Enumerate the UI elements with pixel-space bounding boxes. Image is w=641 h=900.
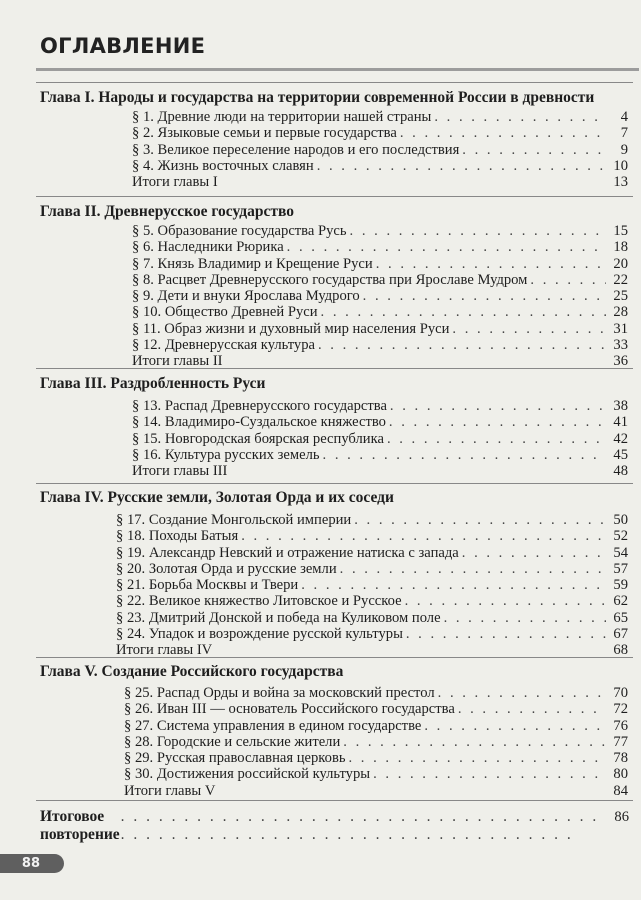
leader-dots <box>376 256 606 272</box>
entry-label: § 22. Великое княжество Литовское и Русское <box>116 593 402 610</box>
chapter-heading: Глава I. Народы и государства на территории современной России в древности <box>40 89 595 106</box>
leader-dots <box>373 766 606 782</box>
entry-label: § 11. Образ жизни и духовный мир населения Руси <box>132 320 450 337</box>
leader-dots <box>405 593 606 609</box>
toc-entry[interactable] <box>124 734 628 750</box>
chapter-2-entries <box>132 223 628 370</box>
section-divider <box>36 800 633 801</box>
leader-dots <box>301 577 606 593</box>
leader-dots <box>321 304 606 320</box>
leader-dots <box>121 808 611 844</box>
entry-label: § 27. Система управления в едином государстве <box>124 717 422 734</box>
leader-dots <box>318 337 606 353</box>
leader-dots <box>434 109 606 125</box>
chapter-4-entries <box>116 512 628 659</box>
entry-label: § 3. Великое переселение народов и его последствия <box>132 141 460 158</box>
entry-label: § 23. Дмитрий Донской и победа на Куликовом поле <box>116 609 441 626</box>
entry-page: 48 <box>613 463 628 480</box>
toc-entry[interactable] <box>132 337 628 353</box>
entry-page: 41 <box>613 414 628 431</box>
leader-dots <box>354 512 606 528</box>
leader-dots <box>452 321 606 337</box>
chapter-divider <box>36 483 633 484</box>
chapter-1-entries <box>132 109 628 190</box>
toc-entry[interactable] <box>124 718 628 734</box>
toc-entry[interactable] <box>116 626 628 642</box>
entry-page: 36 <box>613 353 628 370</box>
toc-entry[interactable] <box>132 256 628 272</box>
leader-dots <box>400 125 606 141</box>
leader-dots <box>350 223 606 239</box>
toc-entry[interactable] <box>132 447 628 463</box>
leader-dots <box>462 142 606 158</box>
entry-page: 59 <box>613 577 628 594</box>
chapter-heading: Глава II. Древнерусское государство <box>40 203 294 220</box>
entry-page: 10 <box>613 157 628 174</box>
toc-entry[interactable] <box>116 577 628 593</box>
entry-label: § 20. Золотая Орда и русские земли <box>116 560 337 577</box>
entry-page: 7 <box>620 125 628 142</box>
entry-label: Итоги главы II <box>132 353 223 370</box>
chapter-divider <box>36 368 633 369</box>
entry-label: § 2. Языковые семьи и первые государства <box>132 125 397 142</box>
toc-entry-summary[interactable] <box>124 783 628 799</box>
entry-label: § 12. Древнерусская культура <box>132 337 315 354</box>
entry-page: 22 <box>613 271 628 288</box>
toc-entry[interactable] <box>132 321 628 337</box>
entry-page: 13 <box>613 174 628 191</box>
toc-entry[interactable] <box>132 398 628 414</box>
entry-page: 4 <box>620 109 628 125</box>
entry-label: § 30. Достижения российской культуры <box>124 766 371 783</box>
chapter-divider <box>36 196 633 197</box>
leader-dots <box>317 158 606 174</box>
leader-dots <box>343 734 606 750</box>
entry-label: § 8. Расцвет Древнерусского государства при Ярославе Мудром <box>132 271 528 288</box>
entry-label: § 1. Древние люди на территории нашей страны <box>132 109 432 125</box>
entry-label: § 17. Создание Монгольской империи <box>116 512 352 528</box>
entry-page: 15 <box>613 223 628 239</box>
entry-label: § 6. Наследники Рюрика <box>132 239 284 256</box>
entry-label: Итоги главы V <box>124 782 216 799</box>
entry-label: § 19. Александр Невский и отражение натиска с запада <box>116 544 459 561</box>
entry-label: § 4. Жизнь восточных славян <box>132 157 314 174</box>
toc-entry[interactable] <box>116 512 628 528</box>
page-number-tab <box>0 854 64 873</box>
entry-label: § 26. Иван III — основатель Российского государства <box>124 701 455 718</box>
toc-entry[interactable] <box>132 109 628 125</box>
toc-entry[interactable] <box>124 766 628 782</box>
toc-entry[interactable] <box>132 158 628 174</box>
entry-page: 42 <box>613 430 628 447</box>
entry-label: § 16. Культура русских земель <box>132 446 320 463</box>
leader-dots <box>438 685 606 701</box>
toc-entry[interactable] <box>116 561 628 577</box>
entry-page: 65 <box>613 609 628 626</box>
entry-page: 62 <box>613 593 628 610</box>
toc-entry[interactable] <box>116 545 628 561</box>
leader-dots <box>287 239 606 255</box>
entry-page: 52 <box>613 528 628 545</box>
entry-page: 77 <box>613 733 628 750</box>
entry-label: § 25. Распад Орды и война за московский престол <box>124 685 435 701</box>
toc-entry-final[interactable] <box>40 808 629 844</box>
entry-label: § 15. Новгородская боярская республика <box>132 430 384 447</box>
toc-entry[interactable] <box>116 528 628 544</box>
entry-label: § 14. Владимиро-Суздальское княжество <box>132 414 386 431</box>
entry-label: § 21. Борьба Москвы и Твери <box>116 577 299 594</box>
leader-dots <box>424 718 606 734</box>
entry-page: 33 <box>613 337 628 354</box>
toc-entry[interactable] <box>132 239 628 255</box>
toc-entry-summary[interactable] <box>132 174 628 190</box>
entry-page: 80 <box>613 766 628 783</box>
toc-entry[interactable] <box>116 610 628 626</box>
leader-dots <box>340 561 606 577</box>
entry-label: § 18. Походы Батыя <box>116 528 239 545</box>
entry-page: 72 <box>613 701 628 718</box>
entry-page: 31 <box>613 320 628 337</box>
entry-page: 38 <box>613 398 628 414</box>
leader-dots <box>323 447 606 463</box>
leader-dots <box>444 610 606 626</box>
toc-entry[interactable] <box>116 593 628 609</box>
entry-page: 50 <box>613 512 628 528</box>
leader-dots <box>389 414 606 430</box>
entry-page: 18 <box>613 239 628 256</box>
toc-entry[interactable] <box>132 125 628 141</box>
leader-dots <box>363 288 606 304</box>
entry-page: 67 <box>613 626 628 643</box>
leader-dots <box>349 750 607 766</box>
entry-label: Итоги главы I <box>132 174 218 191</box>
toc-entry[interactable] <box>132 304 628 320</box>
entry-page: 70 <box>613 685 628 701</box>
page-title: ОГЛАВЛЕНИЕ <box>40 34 206 58</box>
entry-page: 9 <box>620 141 628 158</box>
page-number: 88 <box>21 856 40 871</box>
toc-entry[interactable] <box>124 750 628 766</box>
leader-dots <box>241 528 606 544</box>
entry-label: § 28. Городские и сельские жители <box>124 733 341 750</box>
entry-page: 57 <box>613 560 628 577</box>
chapter-heading: Глава IV. Русские земли, Золотая Орда и их соседи <box>40 489 394 506</box>
toc-entry[interactable] <box>132 431 628 447</box>
chapter-5-entries <box>124 685 628 799</box>
toc-entry[interactable] <box>124 701 628 717</box>
entry-label: § 9. Дети и внуки Ярослава Мудрого <box>132 288 360 305</box>
entry-page: 86 <box>614 809 629 825</box>
toc-entry[interactable] <box>132 288 628 304</box>
leader-dots <box>406 626 606 642</box>
entry-label: Итоговое повторение <box>40 808 120 843</box>
leader-dots <box>387 431 606 447</box>
entry-label: § 29. Русская православная церковь <box>124 750 346 767</box>
leader-dots <box>462 545 606 561</box>
chapter-heading: Глава V. Создание Российского государства <box>40 663 344 680</box>
entry-label: § 10. Общество Древней Руси <box>132 304 318 321</box>
entry-page: 78 <box>613 750 628 767</box>
entry-page: 25 <box>613 288 628 305</box>
toc-entry[interactable] <box>132 414 628 430</box>
leader-dots <box>530 272 606 288</box>
toc-entry[interactable] <box>124 685 628 701</box>
entry-page: 28 <box>613 304 628 321</box>
entry-label: § 24. Упадок и возрождение русской культуры <box>116 626 403 643</box>
entry-page: 20 <box>613 255 628 272</box>
entry-label: Итоги главы III <box>132 463 228 480</box>
toc-entry-summary[interactable] <box>132 463 628 479</box>
chapter-divider <box>36 657 633 658</box>
entry-label: § 13. Распад Древнерусского государства <box>132 398 387 414</box>
entry-page: 84 <box>613 782 628 799</box>
title-divider <box>36 68 639 71</box>
entry-label: § 5. Образование государства Русь <box>132 223 347 239</box>
toc-entry[interactable] <box>132 272 628 288</box>
leader-dots <box>390 398 606 414</box>
leader-dots <box>458 701 606 717</box>
chapter-3-entries <box>132 398 628 479</box>
entry-page: 68 <box>613 642 628 659</box>
entry-page: 54 <box>613 544 628 561</box>
entry-label: Итоги главы IV <box>116 642 213 659</box>
toc-entry[interactable] <box>132 223 628 239</box>
chapter-divider <box>36 82 633 83</box>
entry-label: § 7. Князь Владимир и Крещение Руси <box>132 255 373 272</box>
chapter-heading: Глава III. Раздробленность Руси <box>40 375 266 392</box>
entry-page: 45 <box>613 446 628 463</box>
toc-entry[interactable] <box>132 142 628 158</box>
entry-page: 76 <box>613 717 628 734</box>
